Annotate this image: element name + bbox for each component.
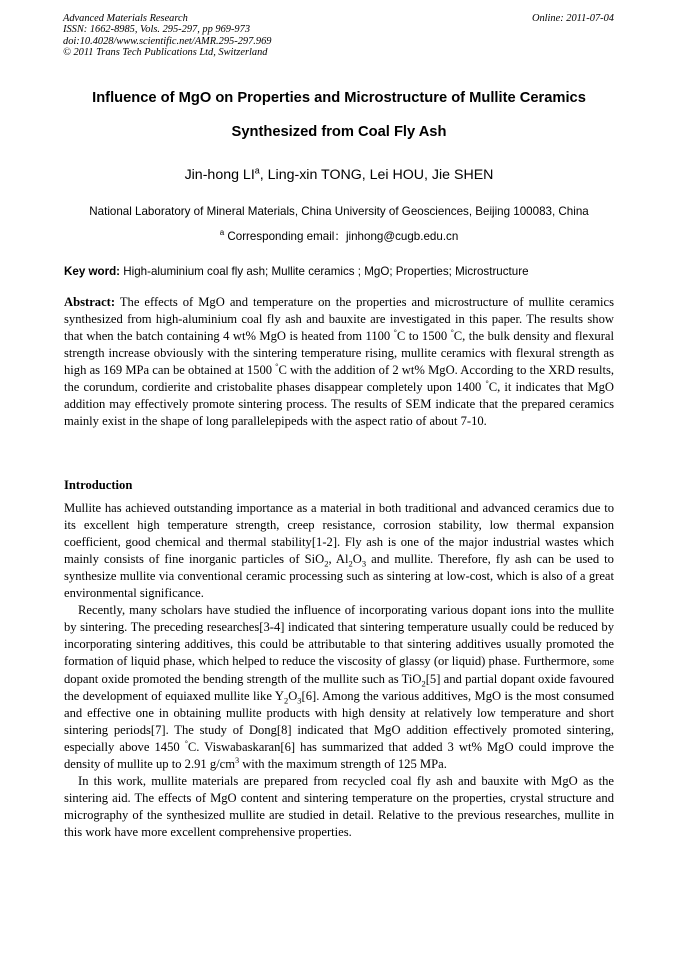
author-first: Jin-hong LI	[184, 167, 255, 183]
subscript: 3	[361, 558, 367, 569]
abstract	[64, 294, 614, 430]
author-first-marker: a	[254, 165, 260, 176]
online-date: Online: 2011-07-04	[531, 13, 614, 24]
paragraph-text: some	[592, 657, 614, 668]
introduction-body	[64, 500, 614, 841]
introduction-heading: Introduction	[64, 478, 133, 492]
affiliation: National Laboratory of Mineral Materials, China University of Geosciences, Beijing 100083, China	[89, 205, 589, 218]
author-list	[40, 167, 638, 183]
paper-title-line-1: Influence of MgO on Properties and Microstructure of Mullite Ceramics	[92, 90, 586, 106]
superscript: 3	[235, 755, 240, 765]
keywords-label: Key word:	[64, 265, 121, 278]
abstract-text: C, it indicates that MgO addition may effectively promote sintering process. The results of SEM indicate that the prepared ceramics mainly exist in the shape of long parallelepipeds with the aspect ratio of about 7-10.	[64, 380, 615, 428]
paragraph-text: dopant oxide promoted the bending strength of the mullite such as TiO	[64, 672, 422, 686]
paragraph-text: C. Viswabaskaran[6] has summarized that added 3 wt% MgO could improve the density of mullite up to 2.91 g/cm	[64, 740, 614, 771]
author-rest: , Ling-xin TONG, Lei HOU, Jie SHEN	[259, 167, 494, 183]
subscript: 2	[283, 695, 289, 706]
intro-paragraph-1	[64, 500, 614, 602]
keywords	[64, 265, 624, 278]
corresponding-email	[40, 228, 638, 244]
paragraph-text: , Al	[328, 552, 349, 566]
doi-line: doi:10.4028/www.scientific.net/AMR.295-297.969	[63, 35, 272, 47]
degree-sign: °	[485, 378, 489, 388]
degree-sign: °	[393, 327, 397, 337]
paragraph-text: and mullite. Therefore, fly ash can be used to synthesize mullite via conventional ceramic processing such as sintering at low-cost, which is also of a great environmental significance.	[64, 552, 614, 600]
degree-sign: °	[450, 327, 454, 337]
paragraph-text: O	[352, 552, 362, 566]
abstract-text: C to 1500	[396, 329, 451, 343]
degree-sign: °	[275, 361, 279, 371]
corresponding-text: Corresponding email：jinhong@cugb.edu.cn	[224, 230, 459, 243]
subscript: 2	[324, 558, 329, 569]
abstract-text: The effects of MgO and temperature on the properties and microstructure of mullite ceramics synthesized from high-aluminium coal fly ash and bauxite are investigated in this paper. The results show that when the batch containing 4 wt% MgO is heated from 1100	[64, 295, 614, 343]
copyright-line: © 2011 Trans Tech Publications Ltd, Switzerland	[63, 46, 268, 58]
abstract-text: C with the addition of 2 wt% MgO. According to the XRD results, the corundum, cordierite and cristobalite phases disappear completely upon 1400	[64, 363, 614, 394]
paragraph-text: [5] and partial dopant oxide favoured the development of equiaxed mullite like Y	[64, 672, 614, 703]
paragraph-text: [6]. Among the various additives, MgO is the most consumed and effective one in obtaining mullite products with high density at relatively low temperature and short sintering periods[7]. The study of Dong[8] indicated that MgO addition effectively promoted sintering, especially above 1450	[64, 689, 615, 754]
degree-sign: °	[184, 738, 188, 748]
issn-line: ISSN: 1662-8985, Vols. 295-297, pp 969-973	[63, 24, 251, 36]
paragraph-text: Recently, many scholars have studied the influence of incorporating various dopant ions into the mullite by sintering. The preceding researches[3-4] indicated that sintering temperature usually could be reduced by incorporating sintering additives, this could be attributable to that sintering additives usually promoted the formation of liquid phase, which helped to reduce the viscosity of glassy (or liquid) phase. Furthermore,	[64, 603, 614, 668]
subscript: 3	[297, 695, 302, 706]
paper-title-line-2: Synthesized from Coal Fly Ash	[231, 124, 447, 140]
paragraph-text: O	[288, 689, 298, 703]
paragraph-text: Mullite has achieved outstanding importance as a material in both traditional and advanced ceramics due to its excellent high temperature strength, creep resistance, corrosion stability, low thermal expansion coefficient, good chemical and thermal stability[1-2]. Fly ash is one of the major industrial wastes which mainly consists of fine inorganic particles of SiO	[64, 501, 614, 566]
journal-name: Advanced Materials Research	[63, 13, 188, 24]
intro-paragraph-3: In this work, mullite materials are prepared from recycled coal fly ash and bauxite with MgO as the sintering aid. The effects of MgO content and sintering temperature on the properties, crystal structure and micrography of the synthesized mullite are studied in detail. Relative to the previous researches, mullite in this work have more excellent comprehensive properties.	[64, 774, 614, 839]
abstract-label: Abstract:	[64, 295, 116, 309]
subscript: 2	[421, 678, 426, 689]
subscript: 2	[348, 558, 353, 569]
intro-paragraph-2	[64, 602, 614, 773]
paragraph-text: with the maximum strength of 125 MPa.	[239, 757, 447, 771]
abstract-text: C, the bulk density and flexural strength increase obviously with the sintering temperature rising, mullite ceramics with flexural strength as high as 169 MPa can be obtained at 1500	[64, 329, 614, 377]
journal-header	[63, 13, 271, 58]
keywords-text: High-aluminium coal fly ash; Mullite ceramics ; MgO; Properties; Microstructure	[120, 265, 529, 278]
corresponding-marker: a	[219, 228, 225, 238]
